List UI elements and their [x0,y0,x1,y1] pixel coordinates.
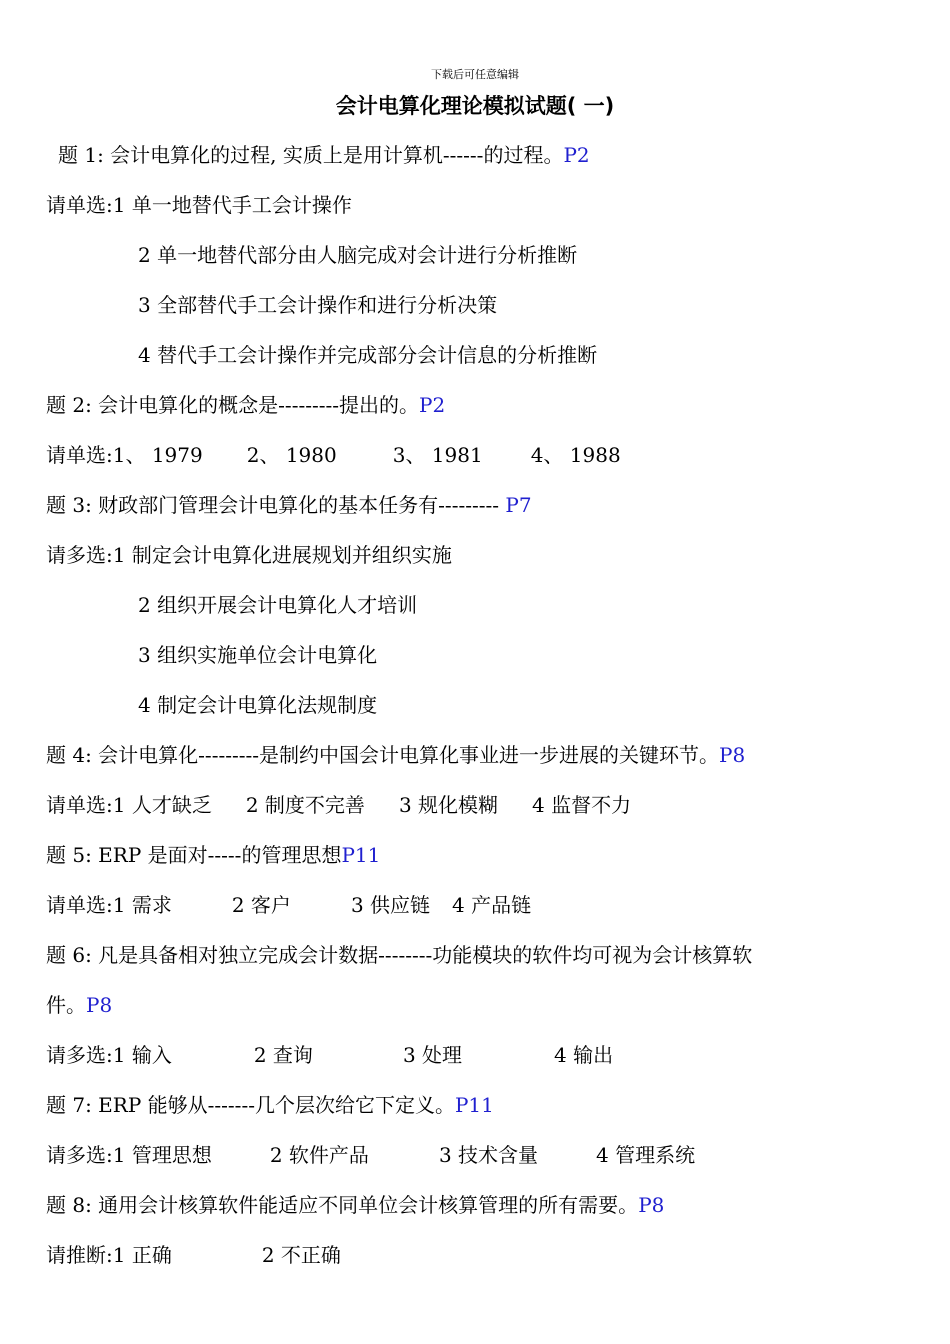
question-2-option-2: 2、 1980 [246,443,337,467]
question-3-answer-line [46,542,452,568]
question-6-stem: 题 6: 凡是具备相对独立完成会计数据--------功能模块的软件均可视为会计核算软 [46,943,753,967]
question-4-text: 题 4: 会计电算化---------是制约中国会计电算化事业进一步进展的关键环节。 [46,743,719,767]
question-7-option-1: 1 管理思想 [112,1143,212,1167]
question-5-option-1: 1 需求 [112,893,172,917]
question-3-option-2: 2 组织开展会计电算化人才培训 [138,593,418,617]
question-3-option-4: 4 制定会计电算化法规制度 [138,693,378,717]
question-8-prompt: 请推断: [46,1243,113,1267]
question-6-answer-line [46,1042,613,1068]
question-5-page-ref: P11 [341,843,381,867]
question-1-stem [58,142,590,168]
question-7-page-ref: P11 [454,1093,494,1117]
question-2-prompt: 请单选: [46,443,113,467]
question-5-option-3: 3 供应链 [350,893,431,917]
question-4-answer-line [46,792,631,818]
question-6-text-continued: 件。 [46,993,86,1017]
question-1-option-3: 3 全部替代手工会计操作和进行分析决策 [138,293,498,317]
question-6-page-ref: P8 [86,993,113,1017]
question-1-text: 题 1: 会计电算化的过程, 实质上是用计算机------的过程。 [58,143,564,167]
question-5-answer-line [46,892,531,918]
question-3-stem [46,492,532,518]
question-5-option-2: 2 客户 [231,893,291,917]
question-2-answer-line [46,442,621,468]
question-1-option-1: 1 单一地替代手工会计操作 [112,193,352,217]
document-title: 会计电算化理论模拟试题( 一) [335,94,615,118]
question-5-stem [46,842,380,868]
question-7-option-3: 3 技术含量 [438,1143,539,1167]
question-1-page-ref: P2 [563,143,590,167]
header-note: 下载后可任意编辑 [431,68,519,81]
question-4-prompt: 请单选: [46,793,113,817]
question-8-stem [46,1192,664,1218]
question-5-prompt: 请单选: [46,893,113,917]
question-2-text: 题 2: 会计电算化的概念是---------提出的。 [46,393,419,417]
question-8-option-2: 2 不正确 [261,1243,341,1267]
question-2-option-1: 1、 1979 [112,443,203,467]
question-4-option-3: 3 规化模糊 [398,793,499,817]
question-4-option-1: 1 人才缺乏 [112,793,212,817]
question-6-option-4: 4 输出 [554,1043,614,1067]
question-2-option-3: 3、 1981 [392,443,483,467]
question-4-stem [46,742,745,768]
question-8-text: 题 8: 通用会计核算软件能适应不同单位会计核算管理的所有需要。 [46,1193,639,1217]
question-6-prompt: 请多选: [46,1043,113,1067]
question-8-answer-line [46,1242,341,1268]
question-4-option-4: 4 监督不力 [532,793,632,817]
question-1-option-4: 4 替代手工会计操作并完成部分会计信息的分析推断 [138,343,598,367]
question-2-page-ref: P2 [419,393,446,417]
question-4-option-2: 2 制度不完善 [245,793,365,817]
question-1-option-2: 2 单一地替代部分由人脑完成对会计进行分析推断 [138,243,578,267]
question-6-stem-continued [46,992,112,1018]
question-6-option-1: 1 输入 [112,1043,172,1067]
question-7-option-4: 4 管理系统 [596,1143,696,1167]
question-7-prompt: 请多选: [46,1143,113,1167]
question-6-option-2: 2 查询 [253,1043,313,1067]
question-6-option-3: 3 处理 [402,1043,463,1067]
question-3-prompt: 请多选: [46,543,113,567]
question-2-option-4: 4、 1988 [530,443,621,467]
question-5-text: 题 5: ERP 是面对-----的管理思想 [46,843,342,867]
question-3-option-1: 1 制定会计电算化进展规划并组织实施 [112,543,452,567]
question-7-text: 题 7: ERP 能够从-------几个层次给它下定义。 [46,1093,455,1117]
question-3-text: 题 3: 财政部门管理会计电算化的基本任务有--------- [46,493,499,517]
question-3-option-3: 3 组织实施单位会计电算化 [138,643,378,667]
question-1-prompt: 请单选: [46,193,113,217]
question-7-option-2: 2 软件产品 [269,1143,369,1167]
question-8-option-1: 1 正确 [112,1243,172,1267]
question-8-page-ref: P8 [638,1193,665,1217]
question-7-answer-line [46,1142,695,1168]
question-1-answer-line [46,192,352,218]
question-3-page-ref: P7 [505,493,532,517]
question-2-stem [46,392,445,418]
question-5-option-4: 4 产品链 [452,893,532,917]
question-4-page-ref: P8 [719,743,746,767]
question-7-stem [46,1092,494,1118]
